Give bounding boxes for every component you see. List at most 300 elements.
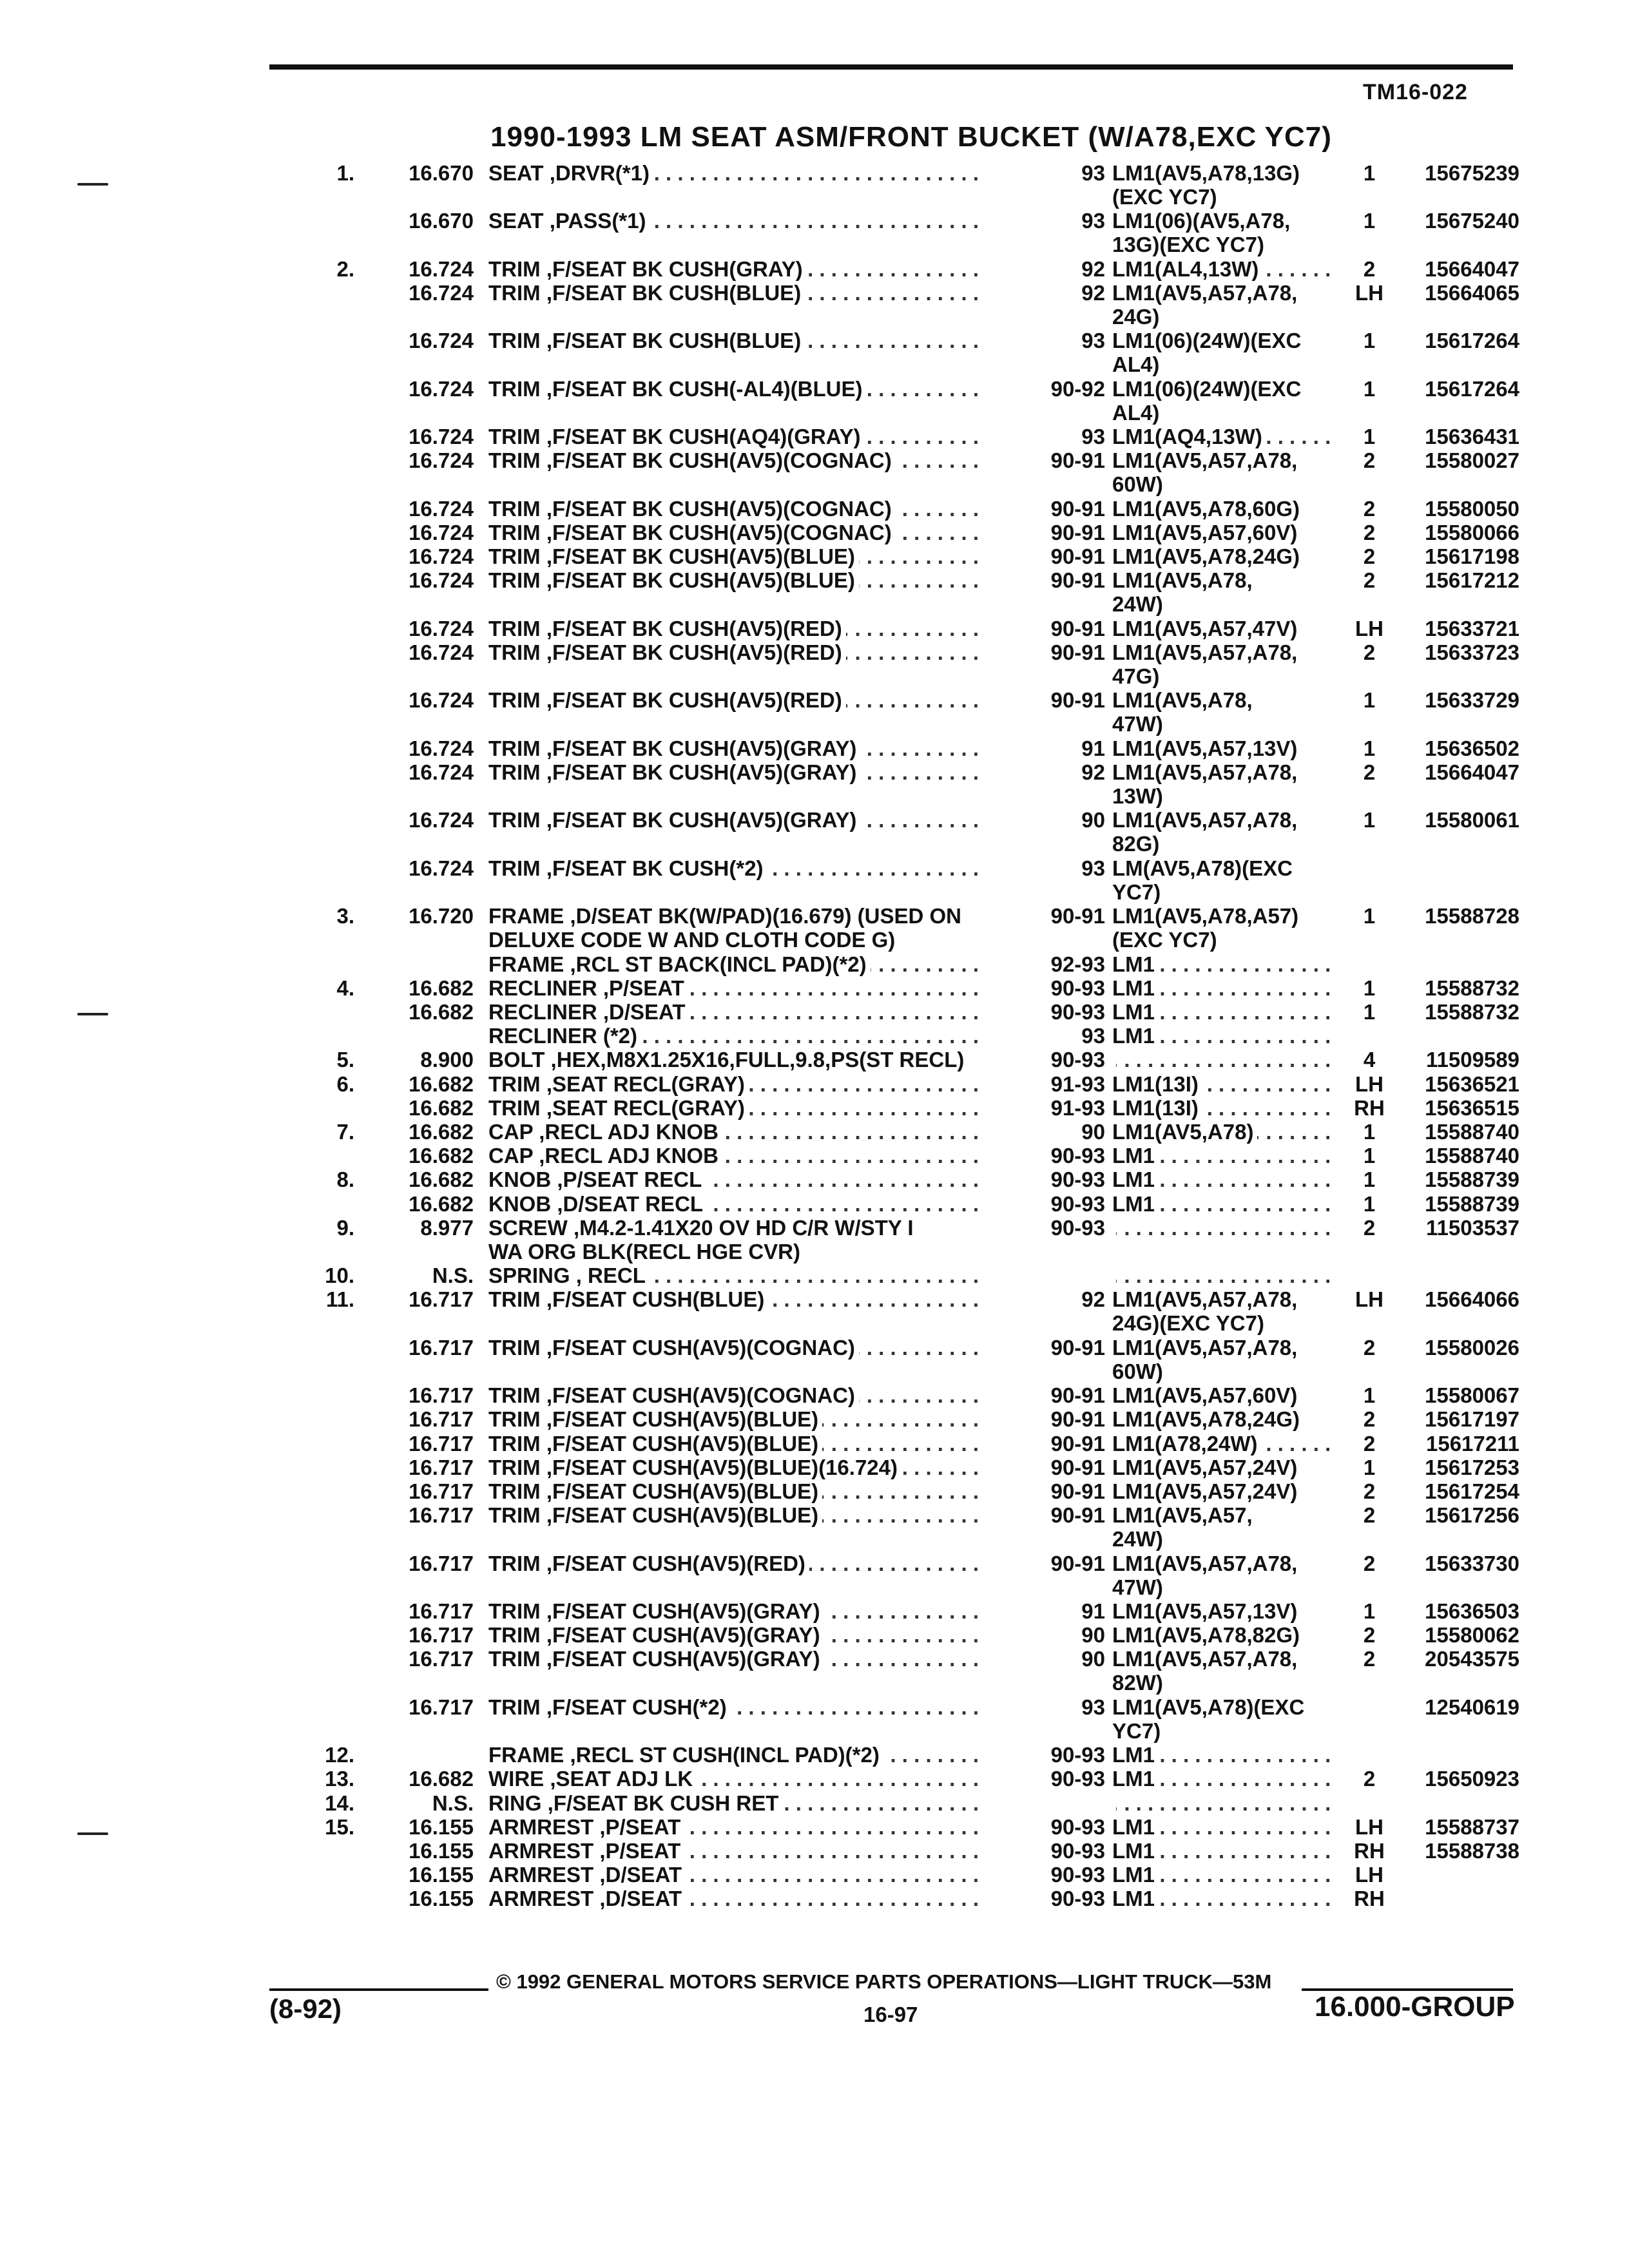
quantity-text: 1 (1363, 1383, 1376, 1408)
usage-codes-text: LM1(AV5,A57, (1112, 1503, 1257, 1527)
part-description (488, 1791, 1010, 1815)
group-number-text: 16.724 (409, 736, 474, 760)
part-description (488, 1599, 1010, 1623)
part-number (1397, 1767, 1519, 1791)
usage-codes (1112, 1096, 1338, 1120)
model-years-text: 90-93 (1050, 1048, 1105, 1072)
usage-codes-text: LM(AV5,A78)(EXC (1112, 856, 1296, 880)
model-years-text: 91 (1081, 1599, 1105, 1623)
quantity-text: RH (1354, 1887, 1385, 1911)
group-number (361, 1048, 474, 1072)
group-number (361, 1479, 474, 1503)
part-number (1397, 281, 1519, 305)
part-description (488, 688, 1010, 712)
model-years (1005, 1503, 1105, 1527)
model-years-text: 90-93 (1050, 1144, 1105, 1168)
usage-codes-text: LM1 (1112, 952, 1159, 976)
usage-codes-text: LM1(AV5,A57,A78, (1112, 1336, 1301, 1360)
part-number-text: 15664047 (1425, 760, 1519, 784)
part-number (1397, 1599, 1519, 1623)
part-description-text: FRAME ,RECL ST CUSH(INCL PAD)(*2) (488, 1743, 883, 1767)
usage-codes-text: LM1(13I) (1112, 1096, 1202, 1120)
part-number-text: 11503537 (1425, 1215, 1519, 1240)
part-description-text: ARMREST ,D/SEAT (488, 1887, 686, 1910)
usage-codes (1112, 904, 1338, 952)
part-number (1397, 1383, 1519, 1407)
item-number-text: 11. (325, 1287, 354, 1312)
usage-codes-continued: 47G) (1112, 664, 1160, 688)
quantity (1340, 1887, 1398, 1910)
model-years (1005, 1216, 1105, 1240)
group-number (361, 1216, 474, 1240)
part-description-text: TRIM ,F/SEAT BK CUSH(AV5)(RED) (488, 640, 846, 664)
usage-codes-text: LM1(AV5,A57,A78, (1112, 760, 1301, 784)
group-number-text: 16.724 (409, 425, 474, 449)
group-number (361, 544, 474, 568)
quantity-text: 2 (1363, 544, 1376, 569)
part-number-text: 15588732 (1425, 1000, 1519, 1024)
model-years (1005, 1432, 1105, 1456)
usage-codes (1112, 1552, 1338, 1599)
part-description-text: SEAT ,DRVR(*1) (488, 161, 653, 185)
model-years (1005, 1647, 1105, 1671)
part-number (1397, 521, 1519, 544)
group-number-text: 16.720 (409, 904, 474, 928)
model-years (1005, 568, 1105, 592)
model-years (1005, 1144, 1105, 1168)
usage-codes (1112, 521, 1338, 544)
model-years (1005, 976, 1105, 1000)
usage-codes (1112, 1887, 1338, 1910)
part-description (488, 1192, 1010, 1216)
usage-codes (1112, 1264, 1338, 1287)
part-number (1397, 1839, 1519, 1863)
part-description-text: ARMREST ,P/SEAT (488, 1839, 684, 1863)
part-number (1397, 161, 1519, 185)
quantity (1340, 1336, 1398, 1360)
part-description (488, 1815, 1010, 1839)
usage-codes-text: LM1(AQ4,13W) (1112, 425, 1266, 448)
quantity-text: 1 (1363, 376, 1376, 401)
part-description-text: TRIM ,SEAT RECL(GRAY) (488, 1096, 749, 1120)
group-number (361, 568, 474, 592)
part-description-text: TRIM ,F/SEAT BK CUSH(AV5)(COGNAC) (488, 448, 896, 472)
group-number-text: 16.724 (409, 616, 474, 640)
model-years-text: 90-93 (1050, 1887, 1105, 1911)
top-rule (269, 64, 1513, 70)
group-number-text: 16.670 (409, 161, 474, 185)
group-number-text: 16.717 (409, 1383, 474, 1408)
part-description-text: TRIM ,F/SEAT CUSH(AV5)(GRAY) (488, 1599, 824, 1623)
group-number (361, 1383, 474, 1407)
usage-codes-continued: 82G) (1112, 832, 1160, 856)
part-number (1397, 425, 1519, 448)
model-years-text: 90-93 (1050, 1000, 1105, 1024)
model-years-text: 90-91 (1050, 568, 1105, 593)
usage-codes (1112, 1407, 1338, 1431)
model-years-text: 90-91 (1050, 1335, 1105, 1360)
quantity (1340, 161, 1398, 185)
group-number-text: 16.724 (409, 448, 474, 473)
usage-codes-continued: 47W) (1112, 712, 1163, 736)
part-description-text: TRIM ,F/SEAT CUSH(AV5)(BLUE) (488, 1407, 822, 1431)
part-number-text: 15588737 (1425, 1814, 1519, 1839)
model-years (1005, 1192, 1105, 1216)
group-number (361, 448, 474, 472)
part-description (488, 1839, 1010, 1863)
usage-codes-text: LM1(AV5,A78,A57) (1112, 904, 1302, 928)
usage-codes (1112, 1024, 1338, 1048)
model-years-text: 93 (1081, 1695, 1105, 1719)
model-years (1005, 1072, 1105, 1096)
quantity (1340, 808, 1398, 832)
part-number-text: 20543575 (1425, 1647, 1519, 1671)
usage-codes (1112, 1048, 1338, 1072)
model-years-text: 90-91 (1050, 521, 1105, 544)
model-years-text: 92 (1081, 281, 1105, 305)
part-description (488, 617, 1010, 640)
part-description (488, 1695, 1010, 1719)
item-number-text: 1. (336, 161, 354, 185)
part-number (1397, 1623, 1519, 1647)
model-years-text: 90-91 (1050, 1503, 1105, 1528)
part-description (488, 640, 1010, 664)
part-number-text: 11509589 (1425, 1048, 1519, 1072)
quantity (1340, 760, 1398, 784)
item-number (303, 1048, 354, 1072)
quantity-text: 1 (1363, 1144, 1376, 1168)
quantity (1340, 1432, 1398, 1456)
item-number (303, 1120, 354, 1144)
model-years-text: 93 (1081, 209, 1105, 233)
part-number-text: 15588740 (1425, 1144, 1519, 1168)
quantity-text: 2 (1363, 1431, 1376, 1456)
usage-codes-text: LM1(AV5,A78,24G) (1112, 544, 1304, 568)
part-description-text: TRIM ,F/SEAT CUSH(AV5)(GRAY) (488, 1623, 824, 1647)
usage-codes-text: LM1(AV5,A78,24G) (1112, 1407, 1304, 1431)
part-description-text: TRIM ,F/SEAT BK CUSH(AV5)(RED) (488, 688, 846, 712)
group-number (361, 736, 474, 760)
usage-codes (1112, 425, 1338, 448)
usage-codes-text: LM1(AV5,A78,13G) (1112, 161, 1304, 185)
model-years (1005, 856, 1105, 880)
part-description-text: TRIM ,F/SEAT BK CUSH(AV5)(COGNAC) (488, 521, 896, 544)
group-number-text: 16.717 (409, 1551, 474, 1575)
part-description (488, 1479, 1010, 1503)
part-description-text: KNOB ,P/SEAT RECL (488, 1168, 706, 1191)
quantity-text: 1 (1363, 904, 1376, 928)
group-number (361, 209, 474, 233)
part-description (488, 1552, 1010, 1575)
group-number (361, 1072, 474, 1096)
item-number-text: 5. (336, 1048, 354, 1072)
part-number-text: 15588739 (1425, 1191, 1519, 1216)
part-description-text: RECLINER ,P/SEAT (488, 976, 688, 1000)
part-description-text: TRIM ,SEAT RECL(GRAY) (488, 1072, 749, 1096)
part-number (1397, 1000, 1519, 1024)
part-description (488, 448, 1010, 472)
group-number (361, 617, 474, 640)
part-description (488, 1096, 1010, 1120)
usage-codes (1112, 1695, 1338, 1743)
usage-codes (1112, 1168, 1338, 1191)
usage-codes (1112, 640, 1338, 688)
quantity-text: 1 (1363, 425, 1376, 449)
group-number (361, 1599, 474, 1623)
group-number-text: N.S. (432, 1264, 474, 1288)
model-years-text: 93 (1081, 329, 1105, 353)
part-number-text: 15675239 (1425, 161, 1519, 185)
usage-codes (1112, 1336, 1338, 1383)
part-description (488, 1863, 1010, 1887)
group-number-text: 16.717 (409, 1335, 474, 1360)
model-years (1005, 1552, 1105, 1575)
group-number-text: 16.682 (409, 975, 474, 1000)
model-years (1005, 281, 1105, 305)
part-description-text: TRIM ,F/SEAT CUSH(AV5)(GRAY) (488, 1647, 824, 1671)
part-description-text: ARMREST ,D/SEAT (488, 1863, 686, 1887)
quantity (1340, 1120, 1398, 1144)
usage-codes (1112, 1791, 1338, 1815)
part-description (488, 329, 1010, 352)
usage-codes-continued: (EXC YC7) (1112, 185, 1217, 209)
usage-codes (1112, 1120, 1338, 1144)
quantity-text: 4 (1363, 1048, 1376, 1072)
part-number (1397, 1336, 1519, 1360)
part-number (1397, 1048, 1519, 1072)
part-number-text: 15650923 (1425, 1767, 1519, 1791)
part-number-text: 15633729 (1425, 688, 1519, 713)
usage-codes (1112, 976, 1338, 1000)
part-description-text: TRIM ,F/SEAT CUSH(AV5)(RED) (488, 1552, 809, 1575)
part-description-text: TRIM ,F/SEAT CUSH(AV5)(BLUE) (488, 1432, 822, 1456)
usage-codes-continued: AL4) (1112, 352, 1160, 377)
quantity (1340, 1096, 1398, 1120)
part-description (488, 209, 1010, 233)
model-years-text: 90-91 (1050, 1431, 1105, 1456)
usage-codes (1112, 760, 1338, 808)
item-number (303, 904, 354, 928)
quantity-text: 1 (1363, 1455, 1376, 1479)
model-years (1005, 1048, 1105, 1072)
model-years (1005, 161, 1105, 185)
quantity (1340, 1407, 1398, 1431)
quantity (1340, 1192, 1398, 1216)
part-description (488, 1767, 1010, 1791)
part-description-text: RECLINER (*2) (488, 1024, 641, 1048)
group-number (361, 281, 474, 305)
item-number-text: 9. (336, 1215, 354, 1240)
quantity (1340, 640, 1398, 664)
part-number-text: 15588732 (1425, 975, 1519, 1000)
part-description (488, 1623, 1010, 1647)
item-number (303, 1815, 354, 1839)
usage-codes (1112, 1287, 1338, 1335)
usage-codes (1112, 1839, 1338, 1863)
part-description-text: TRIM ,F/SEAT BK CUSH(AV5)(BLUE) (488, 568, 859, 592)
part-description-text: SCREW ,M4.2-1.41X20 OV HD C/R W/STY I (488, 1216, 918, 1240)
part-number-text: 15580062 (1425, 1623, 1519, 1648)
item-number-text: 12. (325, 1743, 354, 1767)
usage-codes (1112, 952, 1338, 976)
part-number-text: 15580027 (1425, 448, 1519, 473)
usage-codes-text: LM1(AV5,A57,A78, (1112, 808, 1301, 832)
group-number (361, 1552, 474, 1575)
model-years-text: 90-93 (1050, 1839, 1105, 1863)
group-number-text: 16.155 (409, 1863, 474, 1887)
model-years (1005, 1407, 1105, 1431)
group-number (361, 161, 474, 185)
part-number-text: 15617211 (1425, 1431, 1519, 1456)
usage-codes-text (1112, 1216, 1116, 1240)
group-number-text: 16.724 (409, 544, 474, 569)
part-description (488, 1743, 1010, 1767)
part-description (488, 281, 1010, 305)
group-number-text: 16.724 (409, 568, 474, 593)
part-description (488, 1168, 1010, 1191)
part-number-text: 15633730 (1425, 1551, 1519, 1575)
part-description (488, 808, 1010, 832)
model-years-text: 90 (1081, 1120, 1105, 1144)
usage-codes (1112, 1000, 1338, 1024)
quantity-text: 2 (1363, 1623, 1376, 1648)
usage-codes (1112, 856, 1338, 904)
group-number-text: 16.682 (409, 1191, 474, 1216)
usage-codes (1112, 1383, 1338, 1407)
group-number (361, 856, 474, 880)
quantity-text: 1 (1363, 688, 1376, 713)
usage-codes-text: LM1(AV5,A57,A78, (1112, 281, 1301, 305)
group-number (361, 1887, 474, 1910)
quantity-text: RH (1354, 1095, 1385, 1120)
usage-codes-text: LM1 (1112, 1000, 1159, 1024)
model-years-text: 93 (1081, 1024, 1105, 1048)
group-number (361, 1000, 474, 1024)
quantity (1340, 497, 1398, 521)
group-number (361, 1120, 474, 1144)
usage-codes-continued: 60W) (1112, 472, 1163, 497)
model-years-text: 93 (1081, 161, 1105, 185)
part-description-text: TRIM ,F/SEAT CUSH(*2) (488, 1695, 731, 1719)
part-description-text: TRIM ,F/SEAT BK CUSH(AV5)(GRAY) (488, 760, 860, 784)
part-number (1397, 1456, 1519, 1479)
part-description-text: TRIM ,F/SEAT BK CUSH(AV5)(COGNAC) (488, 497, 896, 521)
quantity-text: 1 (1363, 209, 1376, 233)
group-number-text: 16.724 (409, 808, 474, 832)
model-years-text: 90-91 (1050, 544, 1105, 569)
part-description (488, 1000, 1010, 1024)
group-number (361, 1503, 474, 1527)
part-number-text: 15617253 (1425, 1455, 1519, 1479)
model-years (1005, 257, 1105, 281)
part-description-text: FRAME ,D/SEAT BK(W/PAD)(16.679) (USED ON (488, 904, 965, 928)
usage-codes-text: LM1(06)(AV5,A78, (1112, 209, 1294, 233)
item-number-text: 8. (336, 1168, 354, 1192)
part-description-text: TRIM ,F/SEAT CUSH(AV5)(BLUE) (488, 1503, 822, 1527)
part-number (1397, 1120, 1519, 1144)
part-description (488, 1216, 1010, 1264)
part-description (488, 1503, 1010, 1527)
quantity (1340, 1168, 1398, 1191)
footer-revision-date: (8-92) (269, 1994, 342, 2024)
quantity (1340, 544, 1398, 568)
part-description (488, 1456, 1010, 1479)
group-number-text: 16.717 (409, 1599, 474, 1623)
model-years (1005, 736, 1105, 760)
group-number (361, 1407, 474, 1431)
quantity (1340, 1456, 1398, 1479)
model-years (1005, 448, 1105, 472)
part-description-text: CAP ,RECL ADJ KNOB (488, 1144, 722, 1168)
model-years (1005, 1336, 1105, 1360)
quantity (1340, 1072, 1398, 1096)
usage-codes (1112, 161, 1338, 209)
model-years (1005, 1479, 1105, 1503)
model-years (1005, 1887, 1105, 1910)
group-number-text: 16.717 (409, 1695, 474, 1719)
part-number (1397, 1072, 1519, 1096)
part-description-text: TRIM ,F/SEAT CUSH(AV5)(BLUE) (488, 1479, 822, 1503)
part-description-text: TRIM ,F/SEAT BK CUSH(AV5)(GRAY) (488, 808, 860, 832)
model-years (1005, 1599, 1105, 1623)
group-number-text: 16.717 (409, 1287, 474, 1312)
group-number (361, 808, 474, 832)
model-years-text: 90-91 (1050, 640, 1105, 664)
part-description-text: TRIM ,F/SEAT BK CUSH(AV5)(BLUE) (488, 544, 859, 568)
usage-codes (1112, 1863, 1338, 1887)
quantity-text: 1 (1363, 329, 1376, 353)
item-number-text: 6. (336, 1072, 354, 1096)
part-description-text: TRIM ,F/SEAT BK CUSH(BLUE) (488, 329, 805, 352)
model-years (1005, 904, 1105, 928)
part-description (488, 425, 1010, 448)
part-number-text: 15617264 (1425, 376, 1519, 401)
part-description (488, 904, 1010, 952)
usage-codes-continued: 82W) (1112, 1671, 1163, 1695)
part-number (1397, 808, 1519, 832)
usage-codes (1112, 497, 1338, 521)
part-description-text: KNOB ,D/SEAT RECL (488, 1192, 707, 1216)
margin-tick-mark (77, 1832, 108, 1835)
usage-codes-continued: 13G)(EXC YC7) (1112, 233, 1264, 257)
group-number (361, 1839, 474, 1863)
part-description (488, 257, 1010, 281)
quantity (1340, 617, 1398, 640)
quantity-text: LH (1355, 1863, 1383, 1887)
item-number (303, 1264, 354, 1287)
part-description (488, 976, 1010, 1000)
usage-codes-text: LM1 (1112, 1168, 1159, 1191)
part-number-text: 12540619 (1425, 1695, 1519, 1719)
part-description-text: CAP ,RECL ADJ KNOB (488, 1120, 722, 1144)
part-number (1397, 1695, 1519, 1719)
quantity-text: 2 (1363, 1503, 1376, 1528)
part-description-text: TRIM ,F/SEAT BK CUSH(GRAY) (488, 257, 807, 281)
model-years-text: 91-93 (1050, 1072, 1105, 1096)
quantity (1340, 1287, 1398, 1311)
part-number (1397, 257, 1519, 281)
group-number-text: 16.670 (409, 209, 474, 233)
group-number-text: 16.724 (409, 329, 474, 353)
model-years-text: 91 (1081, 736, 1105, 760)
group-number-text: 16.724 (409, 496, 474, 521)
group-number (361, 1096, 474, 1120)
page-number: 16-97 (863, 2003, 918, 2026)
part-number (1397, 1552, 1519, 1575)
usage-codes-text: LM1(13I) (1112, 1072, 1202, 1096)
quantity (1340, 521, 1398, 544)
part-number-text: 15633721 (1425, 616, 1519, 640)
